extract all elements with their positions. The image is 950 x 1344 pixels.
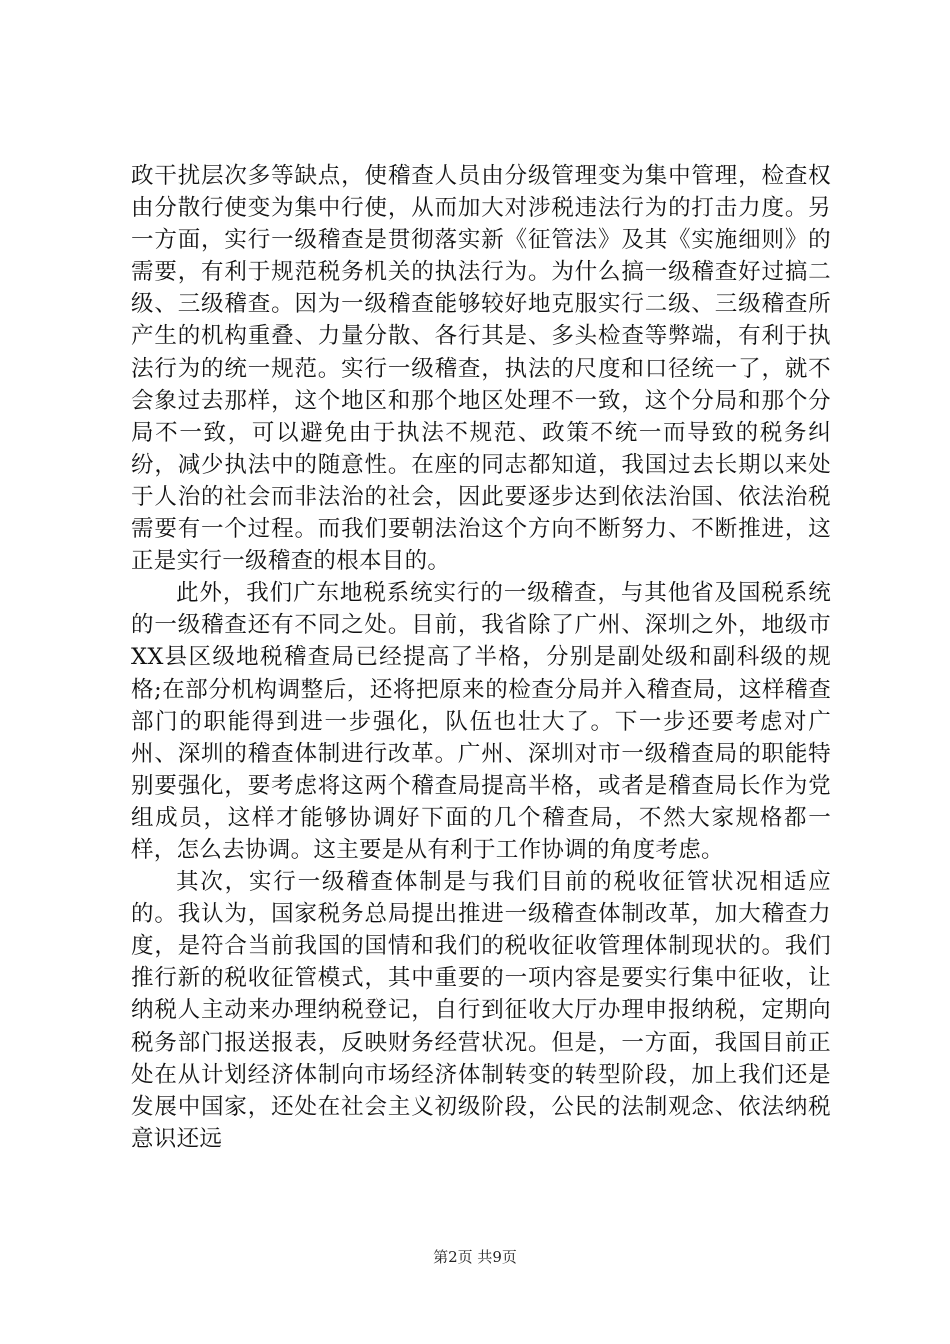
page-number-footer: 第2页 共9页 bbox=[433, 1248, 517, 1266]
document-body bbox=[131, 160, 831, 1155]
paragraph-1: 政干扰层次多等缺点，使稽查人员由分级管理变为集中管理，检查权由分散行使变为集中行使，从而加大对涉税违法行为的打击力度。另一方面，实行一级稽查是贯彻落实新《征管法》及其《实施细则》的需要，有利于规范税务机关的执法行为。为什么搞一级稽查好过搞二级、三级稽查。因为一级稽查能够较好地克服实行二级、三级稽查所产生的机构重叠、力量分散、各行其是、多头检查等弊端，有利于执法行为的统一规范。实行一级稽查，执法的尺度和口径统一了，就不会象过去那样，这个地区和那个地区处理不一致，这个分局和那个分局不一致，可以避免由于执法不规范、政策不统一而导致的税务纠纷，减少执法中的随意性。在座的同志都知道，我国过去长期以来处于人治的社会而非法治的社会，因此要逐步达到依法治国、依法治税需要有一个过程。而我们要朝法治这个方向不断努力、不断推进，这正是实行一级稽查的根本目的。 bbox=[131, 163, 831, 575]
paragraph-2: 此外，我们广东地税系统实行的一级稽查，与其他省及国税系统的一级稽查还有不同之处。目前，我省除了广州、深圳之外，地级市XX县区级地税稽查局已经提高了半格，分别是副处级和副科级的规格;在部分机构调整后，还将把原来的检查分局并入稽查局，这样稽查部门的职能得到进一步强化，队伍也壮大了。下一步还要考虑对广州、深圳的稽查体制进行改革。广州、深圳对市一级稽查局的职能特别要强化，要考虑将这两个稽查局提高半格，或者是稽查局长作为党组成员，这样才能够协调好下面的几个稽查局，不然大家规格都一样，怎么去协调。这主要是从有利于工作协调的角度考虑。 bbox=[131, 580, 831, 863]
paragraph-3: 其次，实行一级稽查体制是与我们目前的税收征管状况相适应的。我认为，国家税务总局提出推进一级稽查体制改革，加大稽查力度，是符合当前我国的国情和我们的税收征收管理体制现状的。我们推行新的税收征管模式，其中重要的一项内容是要实行集中征收，让纳税人主动来办理纳税登记，自行到征收大厅办理申报纳税，定期向税务部门报送报表，反映财务经营状况。但是，一方面，我国目前正处在从计划经济体制向市场经济体制转变的转型阶段，加上我们还是发展中国家，还处在社会主义初级阶段，公民的法制观念、依法纳税意识还远 bbox=[131, 869, 831, 1152]
